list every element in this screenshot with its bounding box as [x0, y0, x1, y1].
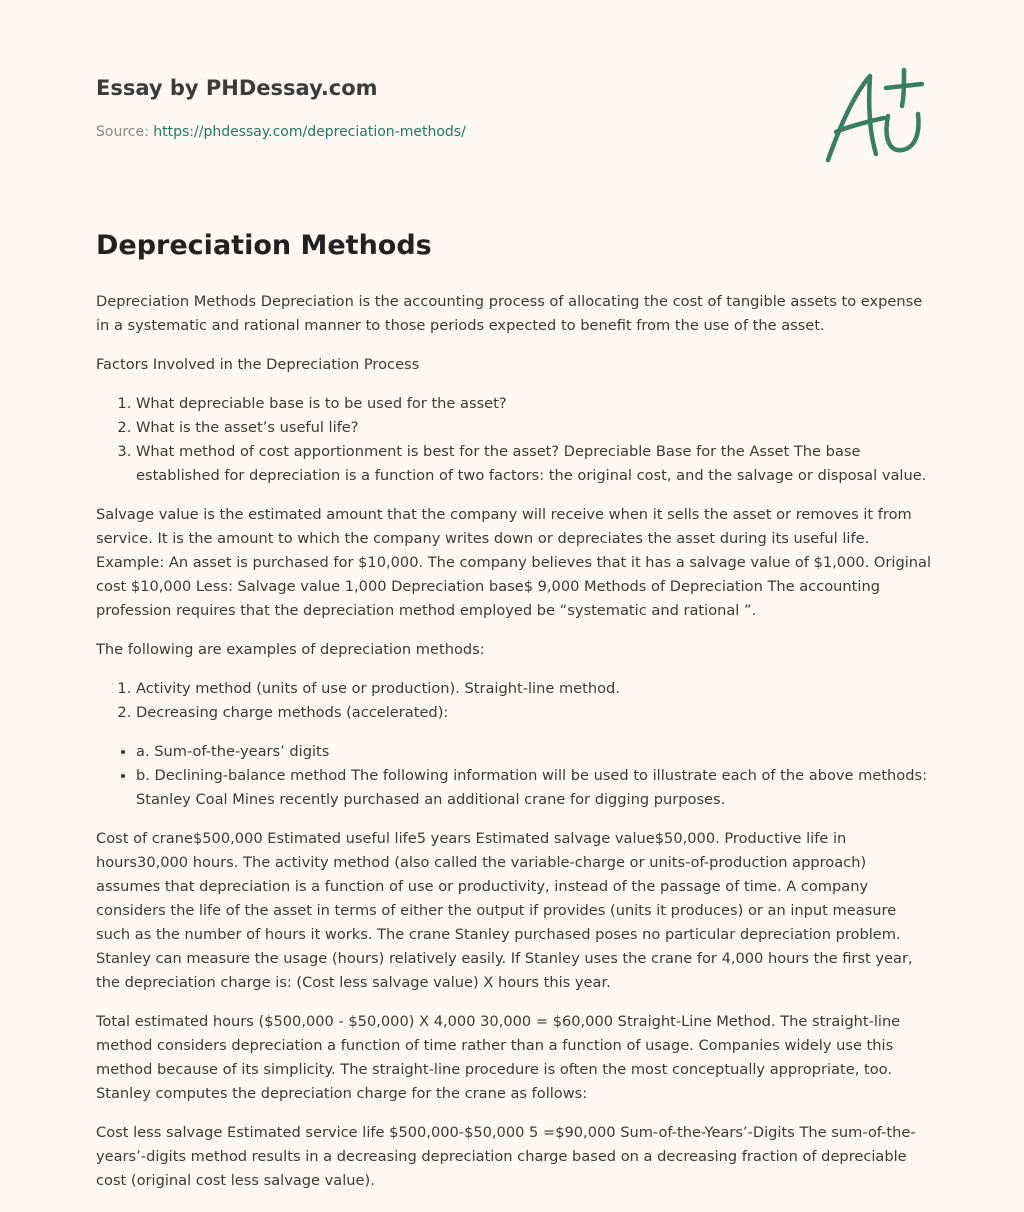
list-item: 3. What method of cost apportionment is best for the asset? Depreciable Base for the Asset The base established for depreciation is a function of two factors: the original cost, and the salvage or disposal value. — [136, 440, 932, 488]
article — [96, 226, 932, 1208]
list-item: 2. Decreasing charge methods (accelerated): — [136, 701, 932, 725]
list-item: 1. Activity method (units of use or production). Straight-line method. — [136, 677, 932, 701]
crane-paragraph: Cost of crane$500,000 Estimated useful life5 years Estimated salvage value$50,000. Productive life in hours30,000 hours. The activity method (also called the variable-charge or units-of-production approach) assumes that depreciation is a function of use or productivity, instead of the passage of time. A company considers the life of the asset in terms of either the output if provides (units it produces) or an input measure such as the number of hours it works. The crane Stanley purchased poses no particular depreciation problem. Stanley can measure the usage (hours) relatively easily. If Stanley uses the crane for 4,000 hours the first year, the depreciation charge is: (Cost less salvage value) X hours this year. — [96, 830, 913, 991]
list-item: 2. What is the asset’s useful life? — [136, 416, 932, 440]
list-item: 1. What depreciable base is to be used for the asset? — [136, 392, 932, 416]
source-label: Source: — [96, 124, 149, 140]
salvage-paragraph: Salvage value is the estimated amount that the company will receive when it sells the asset or removes it from service. It is the amount to which the company writes down or depreciates the asset during its useful life. Example: An asset is purchased for $10,000. The company believes that it has a salvage value of $1,000. Original cost $10,000 Less: Salvage value 1,000 Depreciation base$ 9,000 Methods of Depreciation The accounting profession requires that the depreciation method employed be “systematic and rational ”. — [96, 506, 932, 619]
a-plus-logo-icon — [818, 66, 930, 166]
list-item: • a. Sum-of-the-years’ digits — [136, 740, 932, 764]
source-link[interactable]: https://phdessay.com/depreciation-methods/ — [153, 124, 466, 140]
sub-methods-list — [96, 740, 932, 812]
methods-list — [96, 677, 932, 725]
list-item: • b. Declining-balance method The following information will be used to illustrate each of the above methods: Stanley Coal Mines recently purchased an additional crane for digging purposes. — [136, 764, 932, 812]
straight-line-paragraph: Total estimated hours ($500,000 - $50,000) X 4,000 30,000 = $60,000 Straight-Line Method. The straight-line method considers depreciation a function of time rather than a function of usage. Companies widely use this method because of its simplicity. The straight-line procedure is often the most conceptually appropriate, too. Stanley computes the depreciation charge for the crane as follows: — [96, 1013, 901, 1102]
intro-paragraph: Depreciation Methods Depreciation is the accounting process of allocating the cost of tangible assets to expense in a systematic and rational manner to those periods expected to benefit from the use of the asset. — [96, 293, 923, 334]
article-title: Depreciation Methods — [96, 230, 432, 261]
factors-list — [96, 392, 932, 488]
factors-heading: Factors Involved in the Depreciation Process — [96, 356, 420, 373]
examples-heading: The following are examples of depreciation methods: — [96, 641, 485, 658]
syd-paragraph: Cost less salvage Estimated service life $500,000-$50,000 5 =$90,000 Sum-of-the-Years’-Digits The sum-of-the-years’-digits method results in a decreasing depreciation charge based on a decreasing fraction of depreciable cost (original cost less salvage value). — [96, 1124, 916, 1189]
site-title: Essay by PHDessay.com — [96, 76, 378, 100]
source-line — [96, 124, 466, 140]
